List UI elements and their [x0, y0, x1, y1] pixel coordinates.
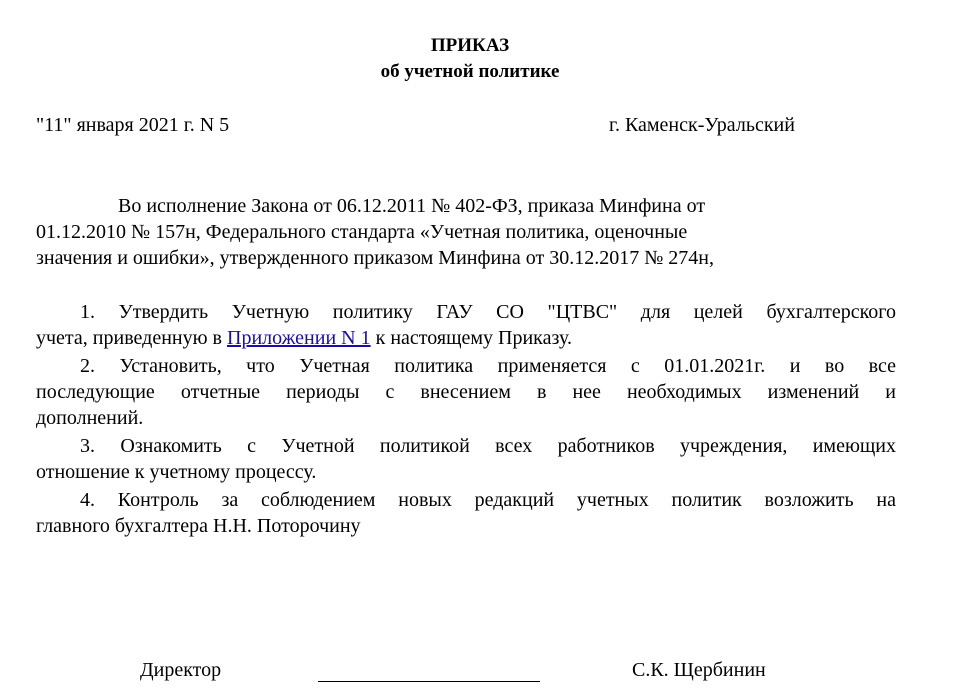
- item-3-line-2: отношение к учетному процессу.: [36, 461, 317, 483]
- item-4-line-1: 4. Контроль за соблюдением новых редакций учетных политик возложить на: [80, 489, 896, 511]
- document-title: ПРИКАЗ: [430, 35, 510, 56]
- signature-line: [318, 681, 540, 682]
- appendix-link[interactable]: Приложении N 1: [227, 327, 371, 349]
- item-2-line-1: 2. Установить, что Учетная политика применяется с 01.01.2021г. и во все: [80, 355, 896, 377]
- item-3-line-1: 3. Ознакомить с Учетной политикой всех работников учреждения, имеющих: [80, 435, 896, 457]
- item-1-text-after-link: к настоящему Приказу.: [370, 327, 572, 349]
- order-date-number: "11" января 2021 г. N 5: [36, 114, 230, 136]
- item-1-line-2: [36, 326, 572, 350]
- item-1-text-before-link: учета, приведенную в: [36, 327, 227, 349]
- item-1-line-1: 1. Утвердить Учетную политику ГАУ СО "ЦТВС" для целей бухгалтерского: [80, 301, 896, 323]
- document-subtitle: об учетной политике: [380, 61, 560, 82]
- signature-name: С.К. Щербинин: [632, 659, 766, 681]
- item-4-line-2: главного бухгалтера Н.Н. Поторочину: [36, 515, 361, 537]
- item-2-line-3: дополнений.: [36, 407, 144, 429]
- item-2-line-2: последующие отчетные периоды с внесением в нее необходимых изменений и: [36, 381, 896, 403]
- preamble-line-2: 01.12.2010 № 157н, Федерального стандарта «Учетная политика, оценочные: [36, 221, 688, 243]
- preamble-line-3: значения и ошибки», утвержденного приказом Минфина от 30.12.2017 № 274н,: [36, 247, 714, 269]
- signature-position: Директор: [140, 659, 222, 681]
- preamble-line-1: Во исполнение Закона от 06.12.2011 № 402-ФЗ, приказа Минфина от: [118, 195, 706, 217]
- order-city: г. Каменск-Уральский: [609, 114, 795, 136]
